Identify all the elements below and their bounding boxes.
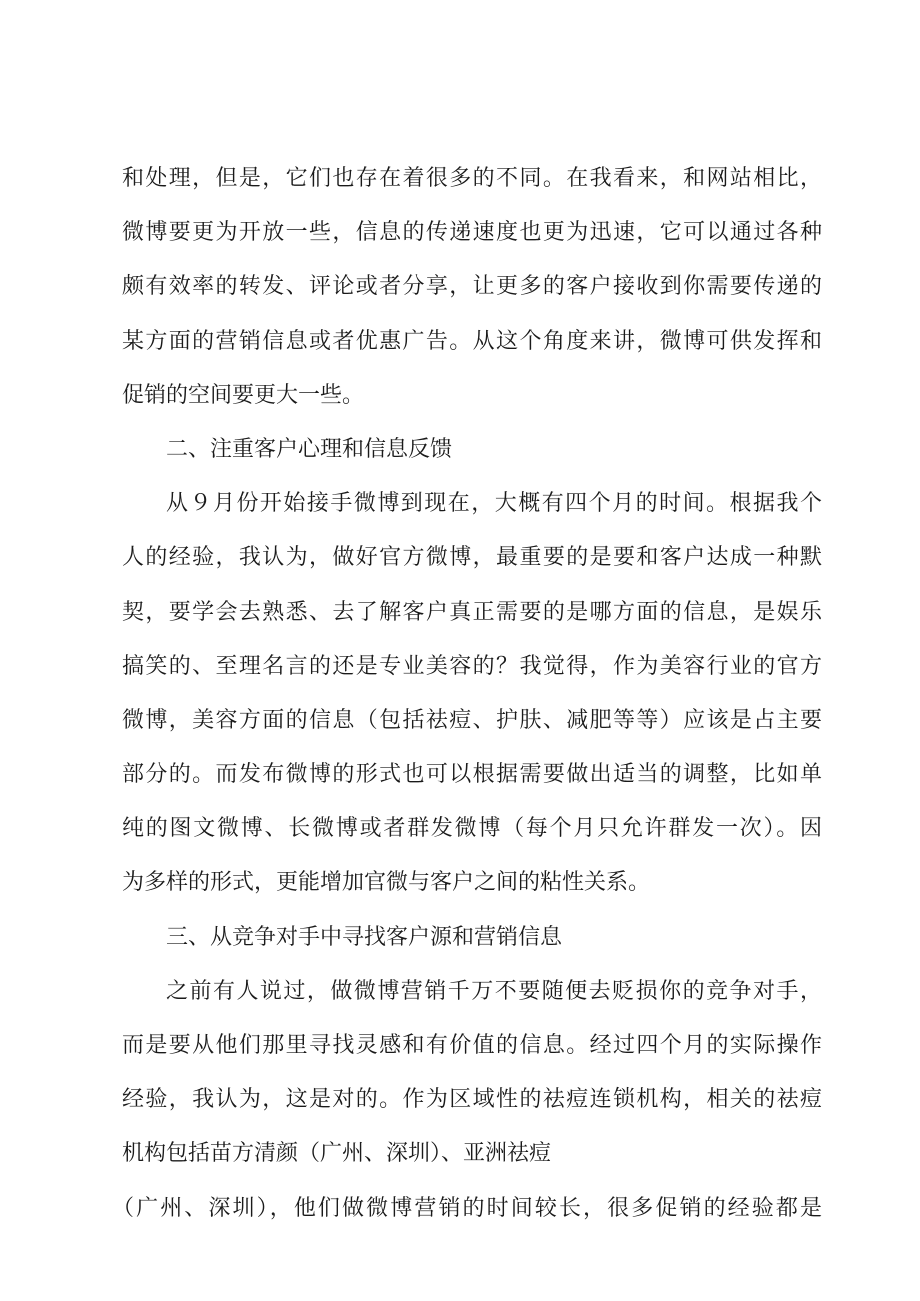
- paragraph-line: 之前有人说过，做微博营销千万不要随便去贬损你的竞争对手，: [166, 978, 822, 1004]
- paragraph-line: 为多样的形式，更能增加官微与客户之间的粘性关系。: [122, 870, 651, 896]
- paragraph-line: 经验，我认为，这是对的。作为区域性的祛痘连锁机构，相关的祛痘: [122, 1087, 822, 1113]
- paragraph-line: 微博，美容方面的信息（包括祛痘、护肤、减肥等等）应该是占主要: [122, 707, 822, 733]
- paragraph-line: 部分的。而发布微博的形式也可以根据需要做出适当的调整，比如单: [122, 762, 822, 788]
- document-body: [112, 152, 822, 1236]
- paragraph-line: 从９月份开始接手微博到现在，大概有四个月的时间。根据我个: [166, 491, 822, 517]
- paragraph-line: 而是要从他们那里寻找灵感和有价值的信息。经过四个月的实际操作: [122, 1033, 822, 1058]
- section-heading: 二、注重客户心理和信息反馈: [166, 436, 453, 462]
- section-heading: 三、从竞争对手中寻找客户源和营销信息: [166, 924, 563, 950]
- paragraph-line: 促销的空间要更大一些。: [122, 382, 365, 408]
- paragraph-line: 某方面的营销信息或者优惠广告。从这个角度来讲，微博可供发挥和: [122, 328, 822, 354]
- paragraph-line: 和处理，但是，它们也存在着很多的不同。在我看来，和网站相比，: [122, 166, 822, 191]
- paragraph-line: （广州、深圳），他们做微博营销的时间较长，很多促销的经验都是: [112, 1195, 822, 1221]
- paragraph-line: 搞笑的、至理名言的还是专业美容的？我觉得，作为美容行业的官方: [122, 653, 822, 679]
- paragraph-line: 纯的图文微博、长微博或者群发微博（每个月只允许群发一次）。因: [122, 816, 822, 842]
- paragraph-line: 人的经验，我认为，做好官方微博，最重要的是要和客户达成一种默: [122, 545, 822, 571]
- paragraph-line: 契，要学会去熟悉、去了解客户真正需要的是哪方面的信息，是娱乐: [122, 599, 822, 625]
- paragraph-line: 颇有效率的转发、评论或者分享，让更多的客户接收到你需要传递的: [122, 274, 822, 300]
- paragraph-line: 微博要更为开放一些，信息的传递速度也更为迅速，它可以通过各种: [122, 220, 822, 246]
- paragraph-line: 机构包括苗方清颜（广州、深圳）、亚洲祛痘: [122, 1141, 552, 1167]
